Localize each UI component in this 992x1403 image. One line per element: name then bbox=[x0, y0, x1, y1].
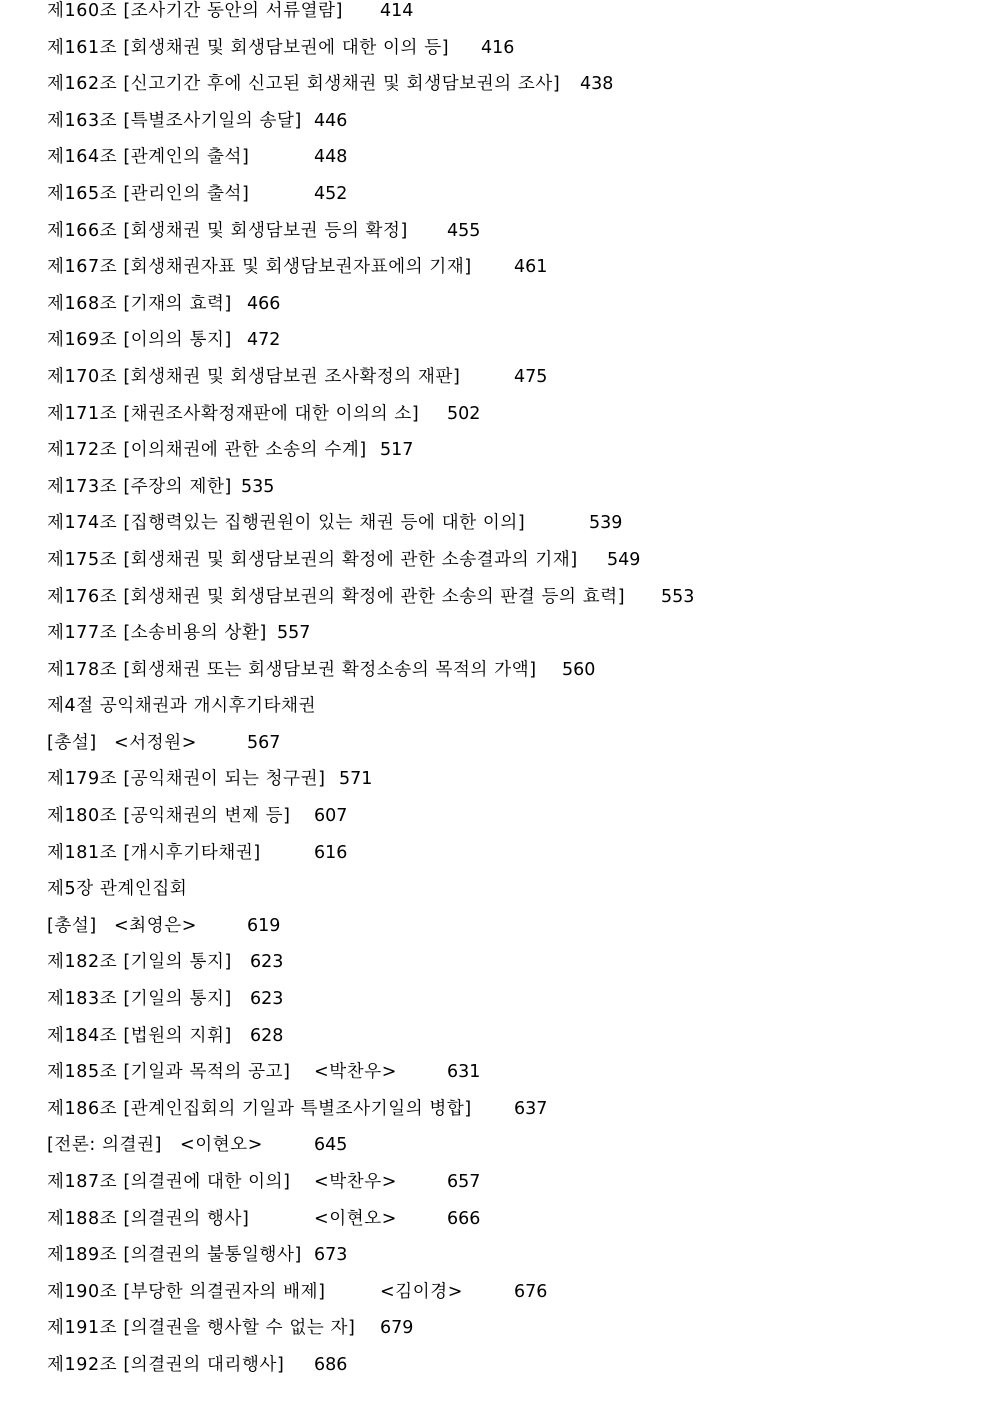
section-title: 제4절 공익채권과 개시후기타채권 bbox=[47, 696, 317, 717]
page-number: 549 bbox=[607, 549, 641, 570]
page-number: 502 bbox=[447, 403, 481, 424]
page-number: 631 bbox=[447, 1062, 481, 1083]
toc-entry bbox=[47, 293, 967, 330]
entry-title: 제176조 [회생채권 및 회생담보권의 확정에 관한 소송의 판결 등의 효력] bbox=[47, 586, 626, 607]
page-number: 539 bbox=[589, 513, 623, 534]
page-number: 461 bbox=[514, 257, 548, 278]
entry-title: 제163조 [특별조사기일의 송달] bbox=[47, 110, 302, 131]
page-number: 679 bbox=[380, 1318, 414, 1339]
toc-entry bbox=[47, 768, 967, 805]
page-number: 557 bbox=[277, 623, 311, 644]
entry-title: 제171조 [채권조사확정재판에 대한 이의의 소] bbox=[47, 403, 420, 424]
page-number: 452 bbox=[314, 183, 348, 204]
toc-entry bbox=[47, 403, 967, 440]
toc-entry bbox=[47, 1244, 967, 1281]
entry-title: 제166조 [회생채권 및 회생담보권 등의 확정] bbox=[47, 220, 408, 241]
entry-title: [총설] bbox=[47, 915, 97, 936]
entry-title: 제175조 [회생채권 및 회생담보권의 확정에 관한 소송결과의 기재] bbox=[47, 549, 578, 570]
page-number: 455 bbox=[447, 220, 481, 241]
entry-author: <박찬우> bbox=[314, 1172, 398, 1192]
entry-author: <김이경> bbox=[380, 1281, 464, 1302]
entry-title: 제190조 [부당한 의결권자의 배제] bbox=[47, 1281, 326, 1302]
entry-title: 제165조 [관리인의 출석] bbox=[47, 183, 250, 204]
page-number: 472 bbox=[247, 330, 281, 351]
entry-title: [총설] bbox=[47, 732, 97, 753]
page-number: 553 bbox=[661, 586, 695, 607]
page-number: 466 bbox=[247, 293, 281, 314]
page-number: 560 bbox=[562, 659, 596, 680]
page-number: 567 bbox=[247, 732, 281, 753]
page-number: 676 bbox=[514, 1281, 548, 1302]
page-number: 535 bbox=[241, 476, 275, 497]
page-number: 623 bbox=[250, 989, 284, 1010]
toc-entry bbox=[47, 73, 967, 110]
entry-title: 제173조 [주장의 제한] bbox=[47, 476, 232, 497]
entry-title: 제162조 [신고기간 후에 신고된 회생채권 및 회생담보권의 조사] bbox=[47, 74, 561, 95]
entry-title: 제189조 [의결권의 불통일행사] bbox=[47, 1245, 302, 1266]
page-number: 623 bbox=[250, 952, 284, 973]
toc-entry bbox=[47, 988, 967, 1025]
toc-entry bbox=[47, 1317, 967, 1354]
entry-author: <박찬우> bbox=[314, 1062, 398, 1083]
toc-entry bbox=[47, 110, 967, 147]
toc-entry bbox=[47, 476, 967, 513]
toc-entry bbox=[47, 256, 967, 293]
toc-entry bbox=[47, 732, 967, 769]
table-of-contents bbox=[47, 0, 967, 1391]
entry-title: 제191조 [의결권을 행사할 수 없는 자] bbox=[47, 1318, 356, 1339]
toc-entry bbox=[47, 183, 967, 220]
page-number: 438 bbox=[580, 74, 614, 95]
toc-entry bbox=[47, 586, 967, 623]
entry-author: <서정원> bbox=[114, 732, 198, 753]
toc-entry bbox=[47, 1134, 967, 1171]
entry-title: 제187조 [의결권에 대한 이의] bbox=[47, 1172, 291, 1192]
entry-title: 제181조 [개시후기타채권] bbox=[47, 842, 261, 863]
entry-title: 제188조 [의결권의 행사] bbox=[47, 1208, 250, 1229]
page-number: 414 bbox=[380, 1, 414, 21]
entry-title: 제192조 [의결권의 대리행사] bbox=[47, 1354, 285, 1375]
toc-entry bbox=[47, 915, 967, 952]
page-number: 686 bbox=[314, 1354, 348, 1375]
toc-entry bbox=[47, 220, 967, 257]
page-number: 448 bbox=[314, 147, 348, 168]
toc-entry bbox=[47, 951, 967, 988]
entry-title: 제174조 [집행력있는 집행권원이 있는 채권 등에 대한 이의] bbox=[47, 513, 526, 534]
page-number: 416 bbox=[481, 37, 515, 58]
entry-title: 제161조 [회생채권 및 회생담보권에 대한 이의 등] bbox=[47, 37, 450, 58]
entry-title: 제182조 [기일의 통지] bbox=[47, 952, 232, 973]
page-number: 517 bbox=[380, 440, 414, 461]
entry-title: 제186조 [관계인집회의 기일과 특별조사기일의 병합] bbox=[47, 1098, 472, 1119]
toc-entry bbox=[47, 622, 967, 659]
toc-entry bbox=[47, 659, 967, 696]
entry-title: 제180조 [공익채권의 변제 등] bbox=[47, 806, 291, 827]
toc-entry bbox=[47, 0, 967, 37]
entry-title: 제170조 [회생채권 및 회생담보권 조사확정의 재판] bbox=[47, 366, 461, 387]
entry-title: 제160조 [조사기간 동안의 서류열람] bbox=[47, 1, 344, 21]
toc-entry bbox=[47, 842, 967, 879]
page-number: 475 bbox=[514, 366, 548, 387]
toc-entry bbox=[47, 329, 967, 366]
entry-title: 제169조 [이의의 통지] bbox=[47, 330, 232, 351]
page-number: 645 bbox=[314, 1135, 348, 1156]
entry-title: 제184조 [법원의 지휘] bbox=[47, 1025, 232, 1046]
page-number: 637 bbox=[514, 1098, 548, 1119]
entry-author: <이현오> bbox=[180, 1135, 264, 1156]
entry-title: 제164조 [관계인의 출석] bbox=[47, 147, 250, 168]
page-number: 607 bbox=[314, 806, 348, 827]
toc-entry bbox=[47, 1061, 967, 1098]
toc-entry bbox=[47, 37, 967, 74]
page-number: 571 bbox=[339, 769, 373, 790]
entry-title: 제185조 [기일과 목적의 공고] bbox=[47, 1062, 291, 1083]
toc-entry bbox=[47, 439, 967, 476]
toc-entry bbox=[47, 1098, 967, 1135]
toc-entry bbox=[47, 1208, 967, 1245]
section-heading bbox=[47, 695, 967, 732]
entry-title: [전론: 의결권] bbox=[47, 1135, 163, 1156]
section-title: 제5장 관계인집회 bbox=[47, 879, 188, 900]
page-number: 616 bbox=[314, 842, 348, 863]
toc-entry bbox=[47, 1025, 967, 1062]
entry-title: 제177조 [소송비용의 상환] bbox=[47, 623, 267, 644]
toc-entry bbox=[47, 1171, 967, 1208]
toc-entry bbox=[47, 1354, 967, 1391]
entry-title: 제167조 [회생채권자표 및 회생담보권자표에의 기재] bbox=[47, 257, 472, 278]
page-number: 446 bbox=[314, 110, 348, 131]
toc-entry bbox=[47, 1281, 967, 1318]
page-number: 619 bbox=[247, 915, 281, 936]
entry-title: 제172조 [이의채권에 관한 소송의 수계] bbox=[47, 440, 367, 461]
toc-entry bbox=[47, 512, 967, 549]
page-number: 673 bbox=[314, 1245, 348, 1266]
entry-author: <이현오> bbox=[314, 1208, 398, 1229]
entry-title: 제183조 [기일의 통지] bbox=[47, 989, 232, 1010]
section-heading bbox=[47, 878, 967, 915]
toc-entry bbox=[47, 549, 967, 586]
toc-entry bbox=[47, 805, 967, 842]
toc-entry bbox=[47, 146, 967, 183]
page-number: 657 bbox=[447, 1172, 481, 1192]
entry-author: <최영은> bbox=[114, 915, 198, 936]
entry-title: 제178조 [회생채권 또는 회생담보권 확정소송의 목적의 가액] bbox=[47, 659, 537, 680]
entry-title: 제168조 [기재의 효력] bbox=[47, 293, 232, 314]
page-number: 628 bbox=[250, 1025, 284, 1046]
toc-entry bbox=[47, 366, 967, 403]
entry-title: 제179조 [공익채권이 되는 청구권] bbox=[47, 769, 326, 790]
page-number: 666 bbox=[447, 1208, 481, 1229]
